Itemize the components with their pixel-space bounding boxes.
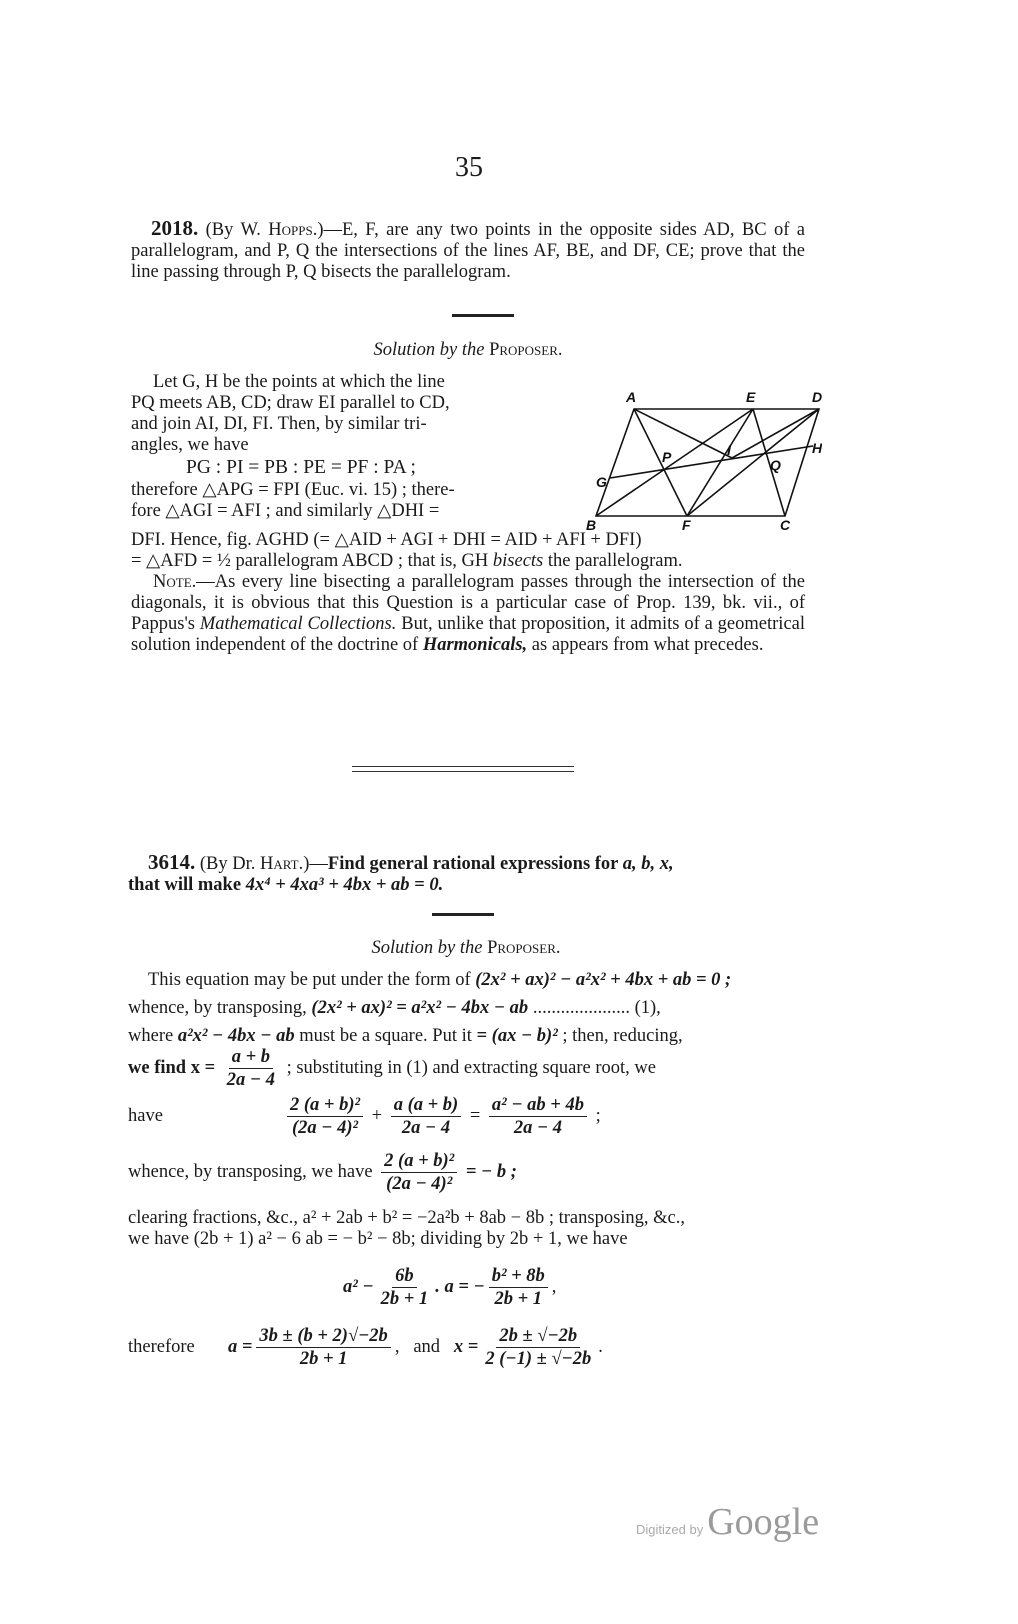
label-P: P bbox=[662, 449, 672, 465]
google-watermark: Digitized by Google bbox=[636, 1501, 820, 1543]
solution-line: clearing fractions, &c., a² + 2ab + b² = −2a²b + 8ab − 8b ; transposing, &c., bbox=[128, 1208, 686, 1228]
solution-line: therefore a = $\frac{3b \pm (b + 2)√-2b}{2b + 1}$ , and x = $\frac{2b \pm √-2b}{2 (-1) \pm √-2b}$ . bbox=[128, 1326, 603, 1369]
label-I: I bbox=[727, 442, 731, 458]
solution-intro: Let G, H be the points at which the line PQ meets AB, CD; draw EI parallel to CD, and join AI, DI, FI. Then, by similar tri- angles, we have PG : PI = PB : PE = PF : PA ; therefore △APG = FPI (Euc. vi. 15) ; there- fore △AGI = AFI ; and similarly △DHI = bbox=[131, 372, 547, 522]
divider bbox=[432, 913, 494, 916]
label-G: G bbox=[596, 474, 607, 490]
problem-3614: 3614. (By Dr. Hart.)—Find general rational expressions for a, b, x, that will make 4x⁴ + 4xa³ + 4bx + ab = 0. bbox=[128, 850, 674, 895]
solution-line: whence, by transposing, we have $\frac{\text{2 (a + b)²}}{\text{(2a − 4)²}}$ = − b ; bbox=[128, 1151, 517, 1194]
problem-text: E, F, are any two points in the opposite sides AD, BC of a parallelogram, and P, Q the intersections of the lines AF, BE, and DF, CE; prove that the line passing through P, Q bisects the parallelogram. bbox=[131, 220, 805, 282]
proportion: PG : PI = PB : PE = PF : PA ; bbox=[186, 457, 416, 478]
solution-heading: Solution by the Proposer. bbox=[373, 340, 563, 360]
solution-heading-2: Solution by the Proposer. bbox=[371, 938, 561, 958]
solution-line: a² − $\frac{6b}{2b + 1}$ . a = − $\frac{\text{b² + 8b}}{2b + 1}$ , bbox=[343, 1266, 557, 1309]
section-divider bbox=[352, 766, 574, 772]
author-suffix: .)— bbox=[312, 220, 342, 240]
solution-line: have $\frac{\text{2 (a + b)²}}{\text{(2a − 4)²}}$ + $\frac{a (a + b)}{2a - 4}$ = $\frac{\text{a² − ab + 4b}}{2a - 4}$ ; bbox=[128, 1095, 601, 1138]
solution-line: we have (2b + 1) a² − 6 ab = − b² − 8b; dividing by 2b + 1, we have bbox=[128, 1229, 628, 1249]
label-B: B bbox=[586, 517, 597, 530]
divider bbox=[452, 314, 514, 317]
label-A: A bbox=[626, 389, 637, 405]
label-C: C bbox=[780, 517, 791, 530]
solution-line: where a²x² − 4bx − ab must be a square. Put it = (ax − b)² ; then, reducing, bbox=[128, 1026, 683, 1046]
label-Q: Q bbox=[770, 457, 781, 473]
problem-2018 bbox=[131, 218, 805, 283]
author-name: Hopps bbox=[268, 220, 313, 240]
note: Note.—As every line bisecting a parallelogram passes through the intersection of the diagonals, it is obvious that this Question is a particular case of Prop. 139, bk. vii., of Pappus's Mathematical Collections. But, unlike that proposition, it admits of a geometrical solution independent of the doctrine of Harmonicals, as appears from what precedes. bbox=[131, 572, 806, 655]
page-number: 35 bbox=[455, 152, 483, 183]
problem-number: 2018. bbox=[151, 216, 199, 240]
solution-conclusion: DFI. Hence, fig. AGHD (= △AID + AGI + DHI = AID + AFI + DFI) = △AFD = ½ parallelogram ABCD ; that is, GH bisects the parallelogram. Note.—As every line bisecting a parallelogram passes through the intersection of the diagonals, it is obvious that this Question is a particular case of Prop. 139, bk. vii., of Pappus's Mathematical Collections. But, unlike that proposition, it admits of a geometrical solution independent of the doctrine of Harmonicals, as appears from what precedes. bbox=[131, 530, 806, 655]
label-E: E bbox=[746, 389, 756, 405]
solution-line: we find x = $\frac{a + b}{2a - 4}$ ; substituting in (1) and extracting square root, we bbox=[128, 1047, 656, 1090]
label-F: F bbox=[682, 517, 691, 530]
solution-line: This equation may be put under the form of (2x² + ax)² − a²x² + 4bx + ab = 0 ; bbox=[148, 970, 732, 990]
solution-line: whence, by transposing, (2x² + ax)² = a²x² − 4bx − ab ..................... (1), bbox=[128, 998, 661, 1018]
author-prefix: (By W. bbox=[205, 220, 269, 240]
label-H: H bbox=[812, 440, 822, 456]
parallelogram-figure bbox=[560, 370, 822, 530]
label-D: D bbox=[812, 389, 822, 405]
